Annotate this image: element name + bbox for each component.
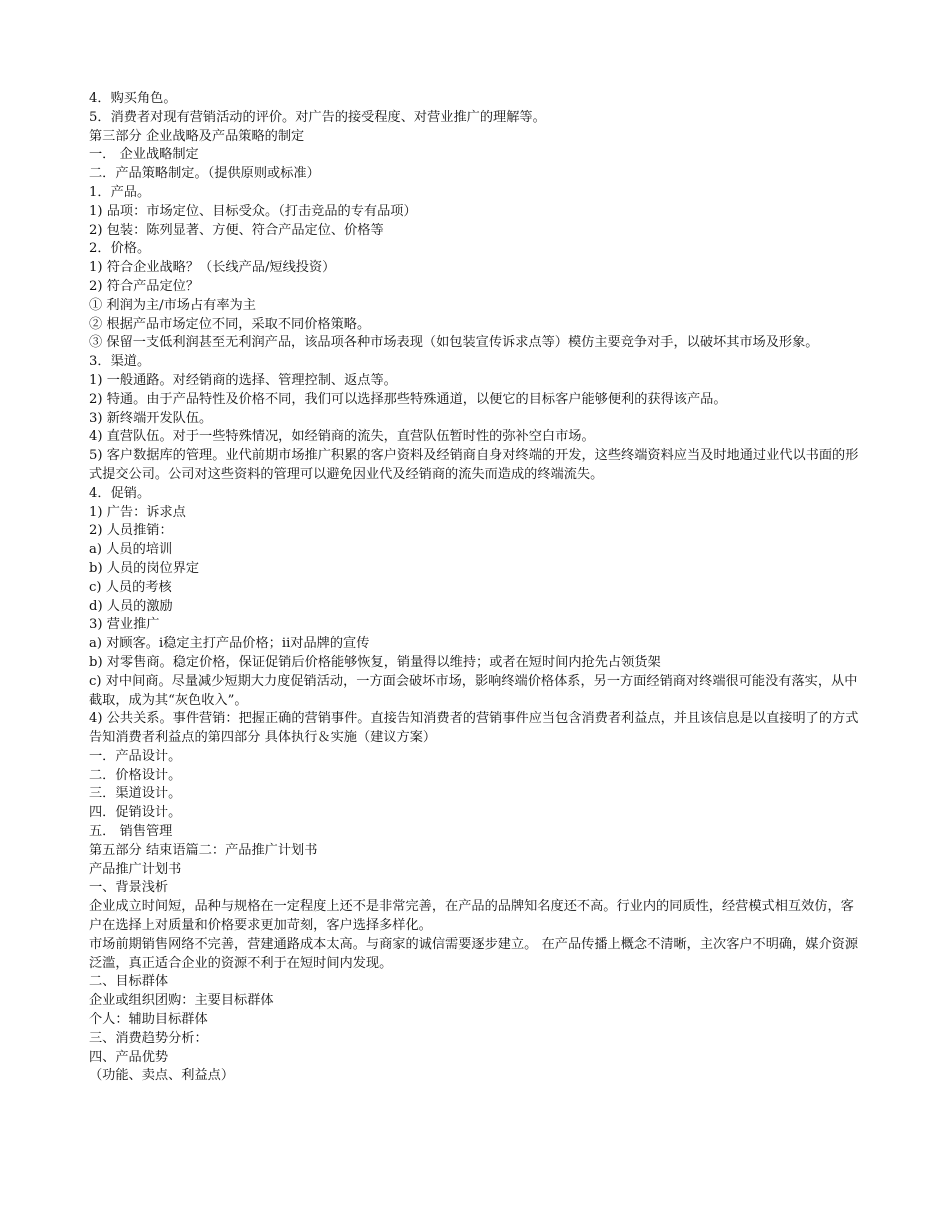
document-line: b) 人员的岗位界定 xyxy=(89,560,200,576)
document-line: ① 利润为主/市场占有率为主 xyxy=(89,297,256,313)
document-line: 五． 销售管理 xyxy=(89,824,173,840)
document-line: b) 对零售商。稳定价格，保证促销后价格能够恢复，销量得以维持；或者在短时间内抢先占领货架 xyxy=(89,654,661,670)
document-line: 四、产品优势 xyxy=(89,1049,169,1065)
document-line: 个人：辅助目标群体 xyxy=(89,1012,208,1028)
document-line: 三．渠道设计。 xyxy=(89,786,182,802)
document-line: 4) 公共关系。事件营销：把握正确的营销事件。直接告知消费者的营销事件应当包含消费者利益点，并且该信息是以直接明了的方式告知消费者利益点的第四部分 具体执行＆实施（建议方案） xyxy=(89,711,859,746)
document-line: 2) 特通。由于产品特性及价格不同，我们可以选择那些特殊通道，以便它的目标客户能够便利的获得该产品。 xyxy=(89,391,727,407)
document-line: 企业或组织团购：主要目标群体 xyxy=(89,993,274,1009)
document-body xyxy=(89,90,864,1086)
document-line: 第五部分 结束语篇二：产品推广计划书 xyxy=(89,842,318,858)
document-line: 一、背景浅析 xyxy=(89,880,169,896)
document-line: 3．渠道。 xyxy=(89,354,151,370)
document-line: ③ 保留一支低利润甚至无利润产品，该品项各种市场表现（如包装宣传诉求点等）模仿主要竞争对手，以破坏其市场及形象。 xyxy=(89,335,819,351)
document-line: 5) 客户数据库的管理。业代前期市场推广积累的客户资料及经销商自身对终端的开发，这些终端资料应当及时地通过业代以书面的形式提交公司。公司对这些资料的管理可以避免因业代及经销商的流失而造成的终端流失。 xyxy=(89,448,859,482)
document-line: 三、消费趋势分析： xyxy=(89,1030,208,1046)
document-line: 二．价格设计。 xyxy=(89,767,182,783)
document-line: c) 对中间商。尽量减少短期大力度促销活动，一方面会破坏市场，影响终端价格体系，另一方面经销商对终端很可能没有落实，从中截取，成为其“灰色收入”。 xyxy=(89,673,858,708)
document-line: （功能、卖点、利益点） xyxy=(89,1068,235,1084)
document-line: 1) 品项：市场定位、目标受众。（打击竞品的专有品项） xyxy=(89,203,417,219)
document-line: 1) 符合企业战略？（长线产品/短线投资） xyxy=(89,260,336,276)
document-line: 一．产品设计。 xyxy=(89,748,182,764)
document-line: 二．产品策略制定。（提供原则或标准） xyxy=(89,166,320,182)
document-line: a) 人员的培训 xyxy=(89,542,173,558)
document-line: c) 人员的考核 xyxy=(89,579,172,595)
document-line: 2) 符合产品定位？ xyxy=(89,278,200,294)
document-line: 2) 人员推销： xyxy=(89,523,173,539)
document-line: 一． 企业战略制定 xyxy=(89,147,199,163)
document-line: ② 根据产品市场定位不同，采取不同价格策略。 xyxy=(89,316,371,332)
document-line: 4) 直营队伍。对于一些特殊情况，如经销商的流失，直营队伍暂时性的弥补空白市场。 xyxy=(89,429,595,445)
document-line: 3) 新终端开发队伍。 xyxy=(89,410,213,426)
document-line: 1) 一般通路。对经销商的选择、管理控制、返点等。 xyxy=(89,372,397,388)
document-line: a) 对顾客。ⅰ稳定主打产品价格；ⅱ对品牌的宣传 xyxy=(89,636,370,652)
document-line: 产品推广计划书 xyxy=(89,861,182,877)
document-line: 2) 包装：陈列显著、方便、符合产品定位、价格等 xyxy=(89,222,384,238)
document-line: 企业成立时间短，品种与规格在一定程度上还不是非常完善，在产品的品牌知名度还不高。行业内的同质性，经营模式相互效仿，客户在选择上对质量和价格要求更加苛刻，客户选择多样化。 xyxy=(89,899,854,934)
document-line: 市场前期销售网络不完善，营建通路成本太高。与商家的诚信需要逐步建立。 在产品传播上概念不清晰，主次客户不明确，媒介资源泛滥，真正适合企业的资源不利于在短时间内发现。 xyxy=(89,936,859,971)
document-line: 4．促销。 xyxy=(89,485,151,501)
document-line: 5．消费者对现有营销活动的评价。对广告的接受程度、对营业推广的理解等。 xyxy=(89,109,546,125)
document-line: d) 人员的激励 xyxy=(89,598,173,614)
document-line: 3) 营业推广 xyxy=(89,617,160,633)
document-line: 1．产品。 xyxy=(89,184,151,200)
document-line: 第三部分 企业战略及产品策略的制定 xyxy=(89,128,305,144)
document-line: 2．价格。 xyxy=(89,241,151,257)
document-line: 二、目标群体 xyxy=(89,974,169,990)
document-line: 4．购买角色。 xyxy=(89,91,177,106)
document-line: 四．促销设计。 xyxy=(89,805,182,821)
document-line: 1) 广告：诉求点 xyxy=(89,504,186,520)
